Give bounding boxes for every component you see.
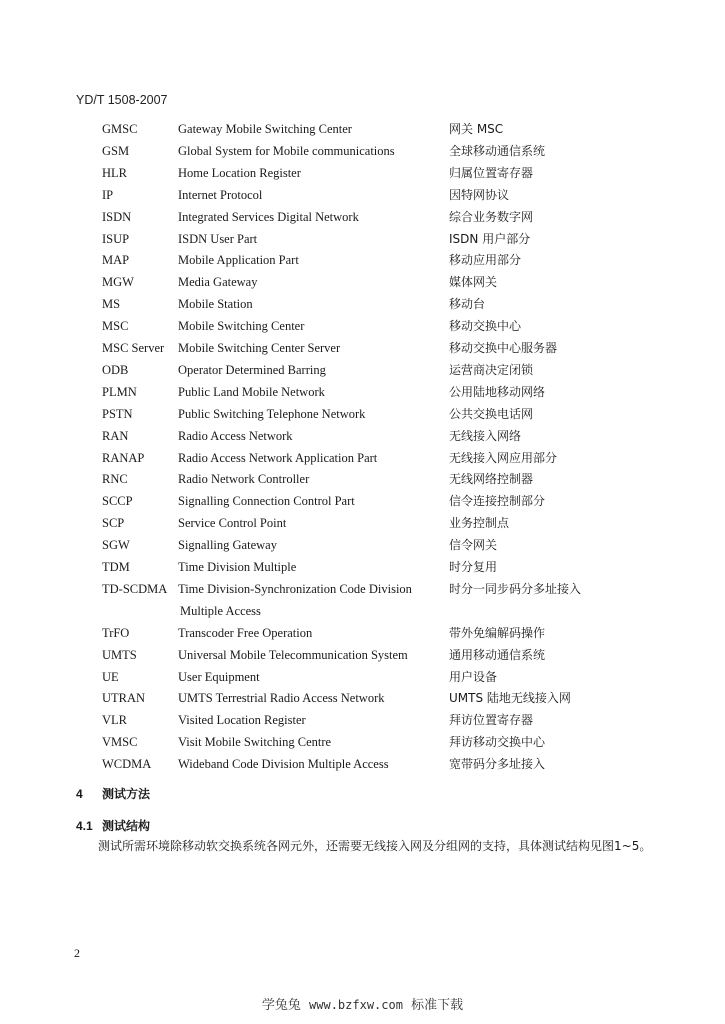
abbreviation-term: IP (102, 187, 114, 202)
abbreviation-term: GSM (102, 143, 130, 158)
abbreviation-english: Transcoder Free Operation (178, 625, 313, 640)
watermark-site-name: 学兔兔 (261, 998, 301, 1013)
abbreviation-chinese: 无线接入网应用部分 (449, 450, 558, 465)
section-title: 测试方法 (102, 787, 151, 801)
abbreviation-chinese: ISDN 用户部分 (449, 231, 531, 246)
abbreviation-row (0, 644, 725, 666)
abbreviation-english: Public Land Mobile Network (178, 384, 325, 399)
abbreviation-term: MSC (102, 319, 129, 334)
abbreviation-row (0, 534, 725, 556)
abbreviation-english: Visit Mobile Switching Centre (178, 735, 332, 750)
abbreviation-english: Signalling Connection Control Part (178, 494, 355, 509)
abbreviation-row (0, 556, 725, 578)
abbreviation-chinese: 网关 MSC (449, 122, 504, 136)
abbreviation-chinese: 拜访位置寄存器 (449, 713, 534, 728)
abbreviation-english: Signalling Gateway (178, 538, 277, 553)
watermark-label: 标准下载 (411, 998, 464, 1013)
abbreviation-chinese: 宽带码分多址接入 (449, 757, 546, 772)
abbreviation-term: UE (102, 669, 119, 684)
abbreviation-term: RAN (102, 428, 129, 443)
abbreviation-term: MSC Server (102, 341, 165, 355)
abbreviation-chinese: 通用移动通信系统 (449, 647, 546, 662)
abbreviation-chinese: 公用陆地移动网络 (449, 384, 546, 399)
abbreviation-english: Integrated Services Digital Network (178, 209, 359, 224)
abbreviation-english: Time Division Multiple (178, 560, 297, 574)
abbreviation-row (0, 337, 725, 359)
abbreviation-chinese: 综合业务数字网 (449, 209, 534, 224)
abbreviation-english: Public Switching Telephone Network (178, 406, 366, 421)
abbreviation-chinese: 带外免编解码操作 (449, 625, 546, 640)
abbreviation-english: UMTS Terrestrial Radio Access Network (178, 691, 385, 706)
abbreviation-row (0, 359, 725, 381)
abbreviation-english: Operator Determined Barring (178, 362, 326, 377)
abbreviation-term: PSTN (102, 406, 133, 421)
abbreviation-chinese: 信令网关 (449, 538, 498, 553)
abbreviation-term: SGW (102, 538, 130, 553)
abbreviation-row (0, 162, 725, 184)
subsection-number: 4.1 (76, 819, 93, 833)
abbreviation-term: ODB (102, 362, 129, 377)
abbreviation-row (0, 206, 725, 228)
abbreviation-term: PLMN (102, 384, 137, 399)
abbreviation-chinese: 无线接入网络 (449, 428, 522, 443)
abbreviation-english: Gateway Mobile Switching Center (178, 122, 352, 136)
abbreviation-english: Mobile Station (178, 297, 253, 312)
abbreviation-term: GMSC (102, 122, 138, 136)
abbreviation-row (0, 578, 725, 600)
abbreviation-term: TDM (102, 560, 130, 574)
abbreviation-row (0, 512, 725, 534)
abbreviation-chinese: 全球移动通信系统 (449, 143, 546, 158)
section-heading (76, 785, 150, 802)
abbreviation-english: Radio Access Network (178, 428, 293, 443)
abbreviation-row (0, 118, 725, 140)
section-number: 4 (76, 787, 83, 801)
abbreviation-term: SCCP (102, 494, 133, 509)
abbreviation-chinese: 移动台 (449, 297, 486, 312)
abbreviation-chinese: 信令连接控制部分 (449, 494, 546, 509)
subsection-heading (76, 817, 150, 834)
abbreviation-term: WCDMA (102, 757, 152, 772)
abbreviation-term: UMTS (102, 647, 137, 662)
abbreviation-chinese: 移动应用部分 (449, 253, 522, 268)
abbreviation-english: Internet Protocol (178, 187, 263, 202)
abbreviation-chinese: UMTS 陆地无线接入网 (449, 691, 571, 706)
abbreviation-term: MS (102, 297, 121, 312)
abbreviation-row (0, 731, 725, 753)
abbreviation-english: ISDN User Part (178, 231, 258, 246)
abbreviation-chinese: 移动交换中心 (449, 319, 522, 334)
abbreviation-row (0, 666, 725, 688)
abbreviation-row (0, 271, 725, 293)
subsection-title: 测试结构 (102, 819, 151, 833)
abbreviation-english: Wideband Code Division Multiple Access (178, 757, 389, 772)
abbreviation-chinese: 因特网协议 (449, 187, 510, 202)
abbreviation-term: TrFO (102, 625, 130, 640)
abbreviation-english: Time Division-Synchronization Code Division (178, 581, 412, 596)
abbreviation-term: MGW (102, 275, 134, 290)
abbreviation-term: HLR (102, 165, 127, 180)
abbreviation-english: Universal Mobile Telecommunication System (178, 647, 408, 662)
abbreviation-term: VLR (102, 713, 127, 728)
abbreviation-row (0, 315, 725, 337)
abbreviation-term: SCP (102, 516, 125, 531)
abbreviation-row (0, 184, 725, 206)
abbreviation-term: MAP (102, 253, 130, 268)
abbreviation-chinese: 归属位置寄存器 (449, 165, 534, 180)
abbreviation-english-continuation: Multiple Access (180, 603, 261, 618)
page-number: 2 (74, 946, 80, 960)
abbreviation-row (0, 403, 725, 425)
abbreviation-row (0, 753, 725, 775)
abbreviation-chinese: 无线网络控制器 (449, 472, 534, 487)
abbreviation-chinese: 运营商决定闭锁 (449, 362, 534, 377)
abbreviation-row (0, 293, 725, 315)
abbreviation-chinese: 时分一同步码分多址接入 (449, 581, 582, 596)
abbreviation-english: Global System for Mobile communications (178, 143, 395, 158)
abbreviation-row (0, 687, 725, 709)
abbreviation-term: ISUP (102, 231, 130, 246)
abbreviation-row (0, 140, 725, 162)
standard-id-header: YD/T 1508-2007 (76, 93, 168, 107)
abbreviation-chinese: 移动交换中心服务器 (449, 341, 558, 355)
abbreviation-term: UTRAN (102, 691, 146, 706)
abbreviation-row (0, 228, 725, 250)
abbreviation-term: ISDN (102, 209, 132, 224)
abbreviation-chinese: 时分复用 (449, 560, 498, 574)
abbreviation-chinese: 业务控制点 (449, 516, 510, 531)
body-paragraph: 测试所需环境除移动软交换系统各网元外，还需要无线接入网及分组网的支持，具体测试结构见图1~5。 (98, 839, 652, 853)
abbreviation-english: Radio Network Controller (178, 472, 310, 487)
abbreviation-english: Mobile Application Part (178, 253, 299, 268)
abbreviation-row (0, 468, 725, 490)
abbreviation-row (0, 249, 725, 271)
abbreviation-chinese: 媒体网关 (449, 275, 498, 290)
abbreviation-english: Home Location Register (178, 165, 301, 180)
abbreviation-chinese: 公共交换电话网 (449, 406, 534, 421)
abbreviation-english: Media Gateway (178, 275, 258, 290)
abbreviation-term: RANAP (102, 450, 145, 465)
abbreviation-english: Mobile Switching Center Server (178, 341, 341, 355)
abbreviation-english: Service Control Point (178, 516, 287, 531)
abbreviation-english: Visited Location Register (178, 713, 306, 728)
abbreviation-english: User Equipment (178, 669, 260, 684)
abbreviation-row (0, 425, 725, 447)
abbreviation-english: Radio Access Network Application Part (178, 450, 378, 465)
abbreviation-row (0, 490, 725, 512)
abbreviation-term: RNC (102, 472, 128, 487)
watermark-url[interactable]: www.bzfxw.com (309, 998, 403, 1012)
abbreviation-chinese: 用户设备 (449, 669, 498, 684)
abbreviation-chinese: 拜访移动交换中心 (449, 735, 546, 750)
abbreviation-row (0, 381, 725, 403)
abbreviation-term: VMSC (102, 735, 138, 750)
abbreviation-row (0, 709, 725, 731)
abbreviation-row (0, 622, 725, 644)
abbreviation-row (0, 447, 725, 469)
footer-watermark (0, 994, 725, 1013)
abbreviation-term: TD-SCDMA (102, 581, 168, 596)
abbreviation-english: Mobile Switching Center (178, 319, 305, 334)
